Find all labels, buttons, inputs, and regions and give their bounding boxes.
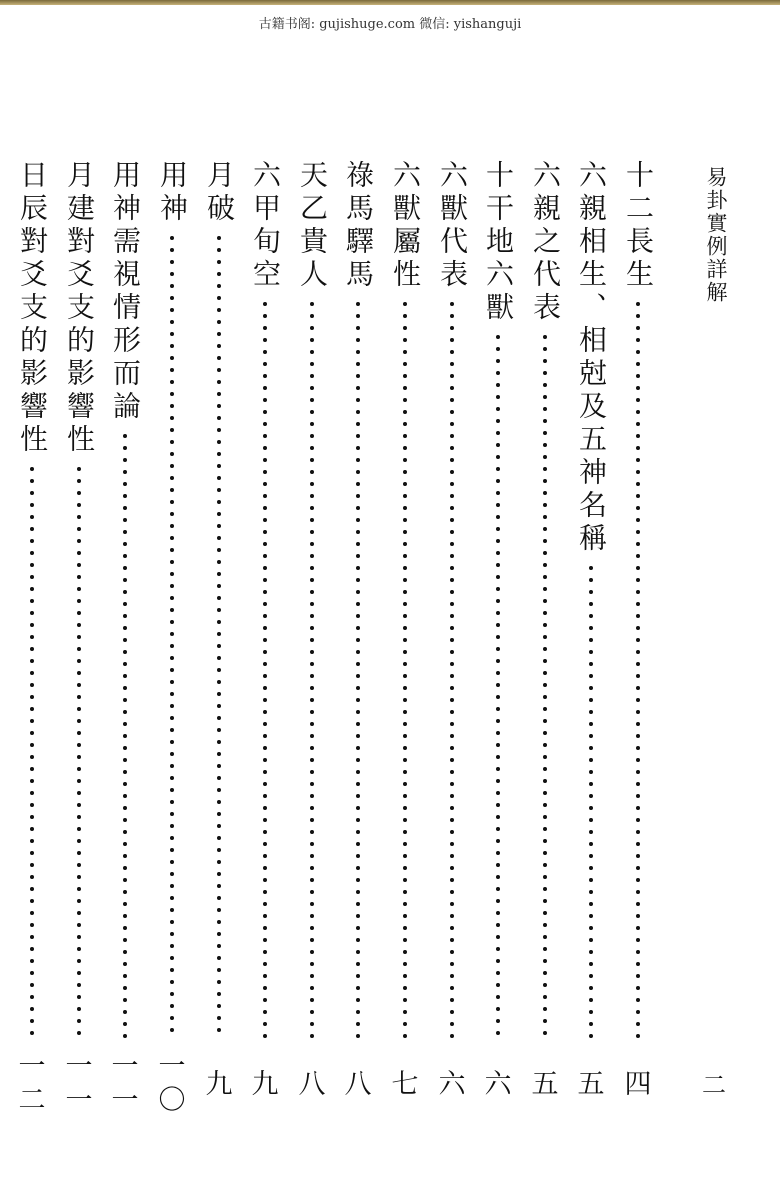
toc-entry — [338, 160, 378, 1040]
watermark: 古籍书阁: gujishuge.com 微信: yishanguji — [258, 17, 522, 32]
toc-entry-page: 一 一 — [65, 1051, 93, 1116]
toc-entry-title: 月破 — [203, 160, 236, 226]
toc-entry-page: 九 — [251, 1069, 279, 1100]
toc-entry-page: 一 一 — [111, 1051, 139, 1116]
toc-entry-title: 月建對爻支的影響性 — [63, 160, 96, 457]
toc-entry-title: 六親之代表 — [529, 160, 562, 325]
toc-entry-title: 六獸代表 — [436, 160, 469, 292]
top-border — [0, 0, 780, 5]
toc-entry-page: 七 — [391, 1069, 419, 1100]
toc-entry-title: 六甲旬空 — [249, 160, 282, 292]
toc-entry-title: 六親相生、相尅及五神名稱 — [575, 160, 608, 556]
toc-entry — [105, 160, 145, 1040]
toc-entry-title: 六獸屬性 — [389, 160, 422, 292]
toc-entry-page: 一 〇 — [158, 1051, 186, 1116]
toc-entry-page: 五 — [531, 1069, 559, 1100]
toc-entry — [618, 160, 658, 1040]
toc-entry-title: 日辰對爻支的影響性 — [16, 160, 49, 457]
toc-entry-title: 十干地六獸 — [482, 160, 515, 325]
toc-entry-title: 祿馬驛馬 — [342, 160, 375, 292]
book-title: 易卦實例詳解 — [704, 166, 728, 304]
toc-entry — [571, 160, 611, 1040]
toc-entry — [478, 160, 518, 1040]
toc-entry — [385, 160, 425, 1040]
toc-entry — [152, 160, 192, 1040]
toc-entry-title: 用神 — [156, 160, 189, 226]
toc-entry — [59, 160, 99, 1040]
toc-entry — [292, 160, 332, 1040]
page-number: 二 — [702, 1071, 726, 1099]
toc-entry-page: 八 — [298, 1069, 326, 1100]
toc-entry-title: 用神需視情形而論 — [109, 160, 142, 424]
toc-entry — [199, 160, 239, 1040]
toc-entry-page: 四 — [624, 1069, 652, 1100]
toc-entry-page: 六 — [484, 1069, 512, 1100]
toc-entry-title: 十二長生 — [622, 160, 655, 292]
toc-entry-page: 六 — [438, 1069, 466, 1100]
toc-entry — [12, 160, 52, 1040]
toc-entry-page: 五 — [577, 1069, 605, 1100]
toc-entry — [432, 160, 472, 1040]
toc-entry-page: 九 — [205, 1069, 233, 1100]
toc-entry-page: 一 二 — [18, 1051, 46, 1116]
toc-entry — [525, 160, 565, 1040]
toc-entry — [245, 160, 285, 1040]
toc-entry-title: 天乙貴人 — [296, 160, 329, 292]
toc-entry-page: 八 — [344, 1069, 372, 1100]
